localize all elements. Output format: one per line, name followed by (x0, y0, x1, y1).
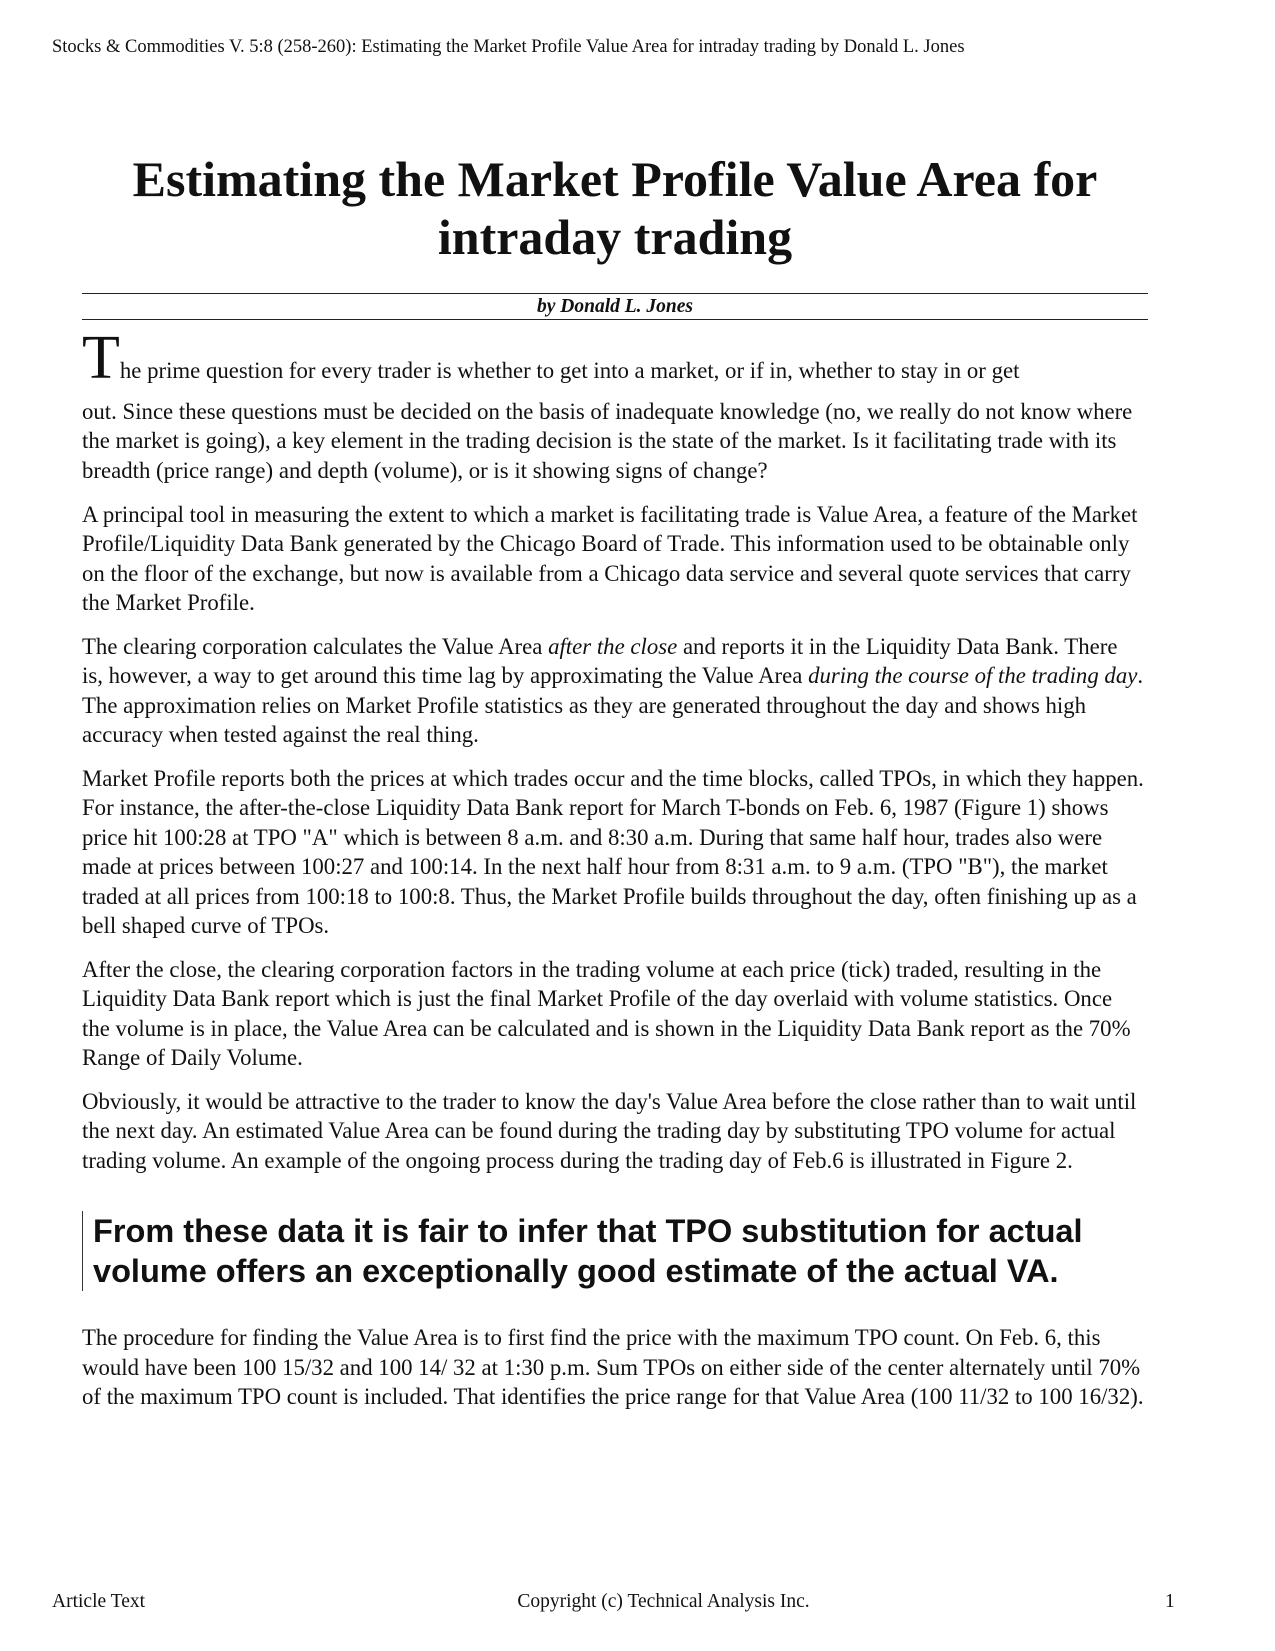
paragraph-1-rest: out. Since these questions must be decided on the basis of inadequate knowledge (no, we really do not know where the market is going), a key element in the trading decision is the state of the market. Is it facilitating trade with its breadth (price range) and depth (volume), or is it showing signs of change? (82, 399, 1133, 483)
paragraph-1-first-line-text: he prime question for every trader is whether to get into a market, or if in, whether to stay in or get (119, 358, 1020, 383)
byline: by Donald L. Jones (82, 293, 1148, 320)
paragraph-5: After the close, the clearing corporation factors in the trading volume at each price (tick) traded, resulting in the Liquidity Data Bank report which is just the final Market Profile of the day overlaid with volume statistics. Once the volume is in place, the Value Area can be calculated and is shown in the Liquidity Data Bank report as the 70% Range of Daily Volume. (82, 956, 1131, 1071)
paragraph-2: A principal tool in measuring the extent to which a market is facilitating trade is Value Area, a feature of the Market Profile/Liquidity Data Bank generated by the Chicago Board of Trade. This information used to be obtainable only on the floor of the exchange, but now is available from a Chicago data service and several quote services that carry the Market Profile. (82, 501, 1138, 615)
footer-copyright: Copyright (c) Technical Analysis Inc. (517, 1591, 810, 1612)
pull-quote: From these data it is fair to infer that TPO substitution for actual volume offers an exceptionally good estimate of the actual VA. (82, 1211, 1093, 1291)
drop-cap: T (82, 324, 120, 392)
paragraph-6: Obviously, it would be attractive to the trader to know the day's Value Area before the close rather than to wait until the next day. An estimated Value Area can be found during the trading day by substituting TPO volume for actual trading volume. An example of the ongoing process during the trading day of Feb.6 is illustrated in Figure 2. (82, 1089, 1137, 1173)
paragraph-3-part-e: . The approximation relies on Market Profile statistics as they are generated throughout the day and shows high accuracy when tested against the real thing. (82, 663, 1144, 748)
article-body (82, 324, 1144, 1426)
paragraph-3-part-a: The clearing corporation calculates the Value Area (82, 633, 543, 659)
running-header: Stocks & Commodities V. 5:8 (258-260): Estimating the Market Profile Value Area for intraday trading by Donald L. Jones (52, 37, 965, 57)
paragraph-4: Market Profile reports both the prices at which trades occur and the time blocks, called TPOs, in which they happen. For instance, the after-the-close Liquidity Data Bank report for March T-bonds on Feb. 6, 1987 (Figure 1) shows price hit 100:28 at TPO "A" which is between 8 a.m. and 8:30 a.m. During that same half hour, trades also were made at prices between 100:27 and 100:14. In the next half hour from 8:31 a.m. to 9 a.m. (TPO "B"), the market traded at all prices from 100:18 to 100:8. Thus, the Market Profile builds throughout the day, often finishing up as a bell shaped curve of TPOs. (82, 765, 1144, 938)
paragraph-1 (82, 324, 1144, 485)
paragraph-1-first-line (82, 324, 1144, 397)
emphasis-during-trading-day: during the course of the trading day (808, 663, 1138, 689)
paragraph-3-part-c: and reports it in the Liquidity Data Bank. There is, however, a way to get around this time lag by approximating the Value Area (82, 633, 1118, 689)
paragraph-3 (82, 632, 1144, 750)
page-number: 1 (1165, 1591, 1175, 1612)
article-title: Estimating the Market Profile Value Area for intraday trading (132, 151, 1098, 265)
footer-label: Article Text (52, 1591, 146, 1612)
emphasis-after-the-close: after the close (548, 633, 678, 659)
paragraph-7: The procedure for finding the Value Area is to first find the price with the maximum TPO count. On Feb. 6, this would have been 100 15/32 and 100 14/ 32 at 1:30 p.m. Sum TPOs on either side of the center alternately until 70% of the maximum TPO count is included. That identifies the price range for that Value Area (100 11/32 to 100 16/32). (82, 1325, 1144, 1410)
